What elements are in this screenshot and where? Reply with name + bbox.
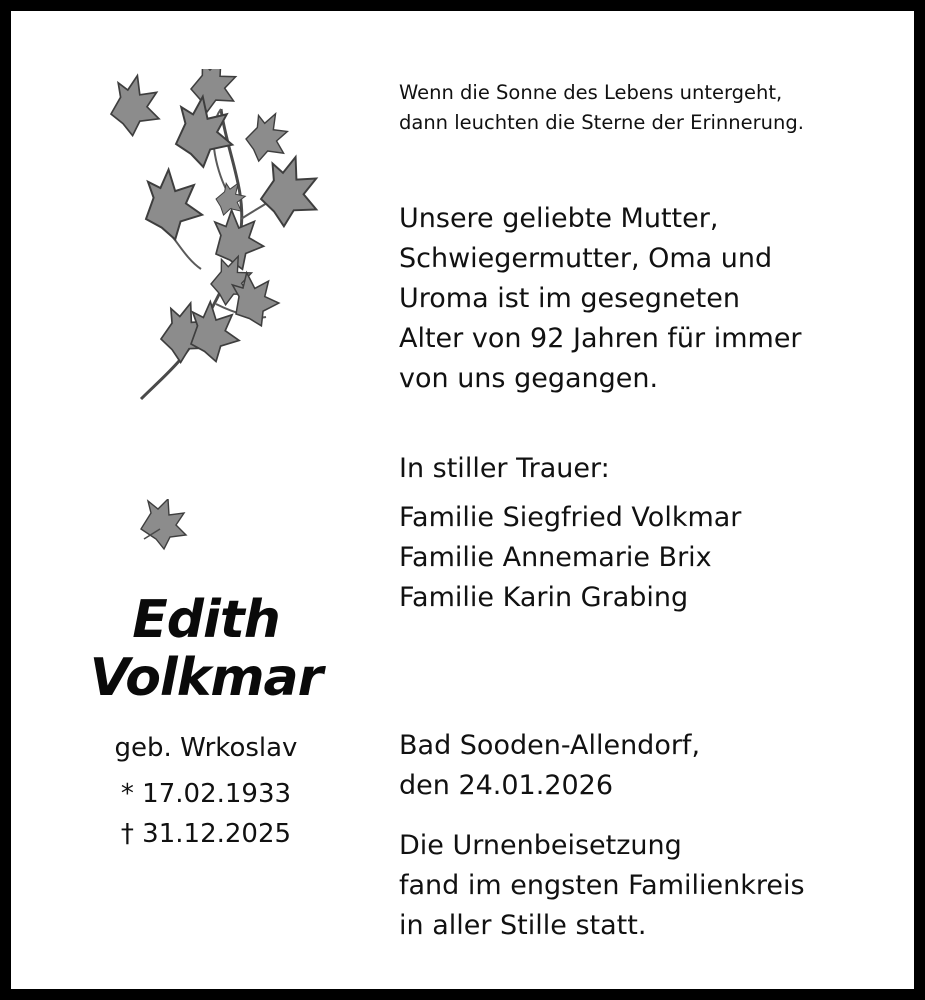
- family-item: Familie Siegfried Volkmar: [399, 502, 742, 533]
- ivy-leaf-icon: [136, 499, 191, 554]
- message-line: Uroma ist im gesegneten: [399, 283, 740, 314]
- first-name: Edith: [132, 590, 280, 650]
- burial-line: Die Urnenbeisetzung: [399, 830, 682, 861]
- family-list: [399, 498, 741, 618]
- burial-line: in aller Stille statt.: [399, 910, 647, 941]
- motto-line: Wenn die Sonne des Lebens untergeht,: [399, 81, 783, 104]
- family-item: Familie Annemarie Brix: [399, 542, 712, 573]
- maiden-name: geb. Wrkoslav: [114, 733, 298, 763]
- life-data: [51, 728, 361, 854]
- date: den 24.01.2026: [399, 770, 614, 801]
- last-name: Volkmar: [89, 648, 323, 708]
- ivy-branch-icon: [106, 69, 326, 409]
- death-date: † 31.12.2025: [120, 819, 292, 849]
- message-line: von uns gegangen.: [399, 363, 659, 394]
- message-line: Schwiegermutter, Oma und: [399, 243, 773, 274]
- place: Bad Sooden-Allendorf,: [399, 730, 701, 761]
- deceased-name: [51, 591, 361, 707]
- motto-line: dann leuchten die Sterne der Erinnerung.: [399, 111, 804, 134]
- family-item: Familie Karin Grabing: [399, 582, 689, 613]
- burial-line: fand im engsten Familienkreis: [399, 870, 805, 901]
- message-line: Unsere geliebte Mutter,: [399, 203, 719, 234]
- burial-note: [399, 826, 805, 946]
- obituary-message: [399, 199, 802, 399]
- birth-date: * 17.02.1933: [120, 779, 292, 809]
- place-date: [399, 726, 700, 806]
- motto: [399, 78, 899, 138]
- message-line: Alter von 92 Jahren für immer: [399, 323, 802, 354]
- mourning-label: In stiller Trauer:: [399, 453, 610, 484]
